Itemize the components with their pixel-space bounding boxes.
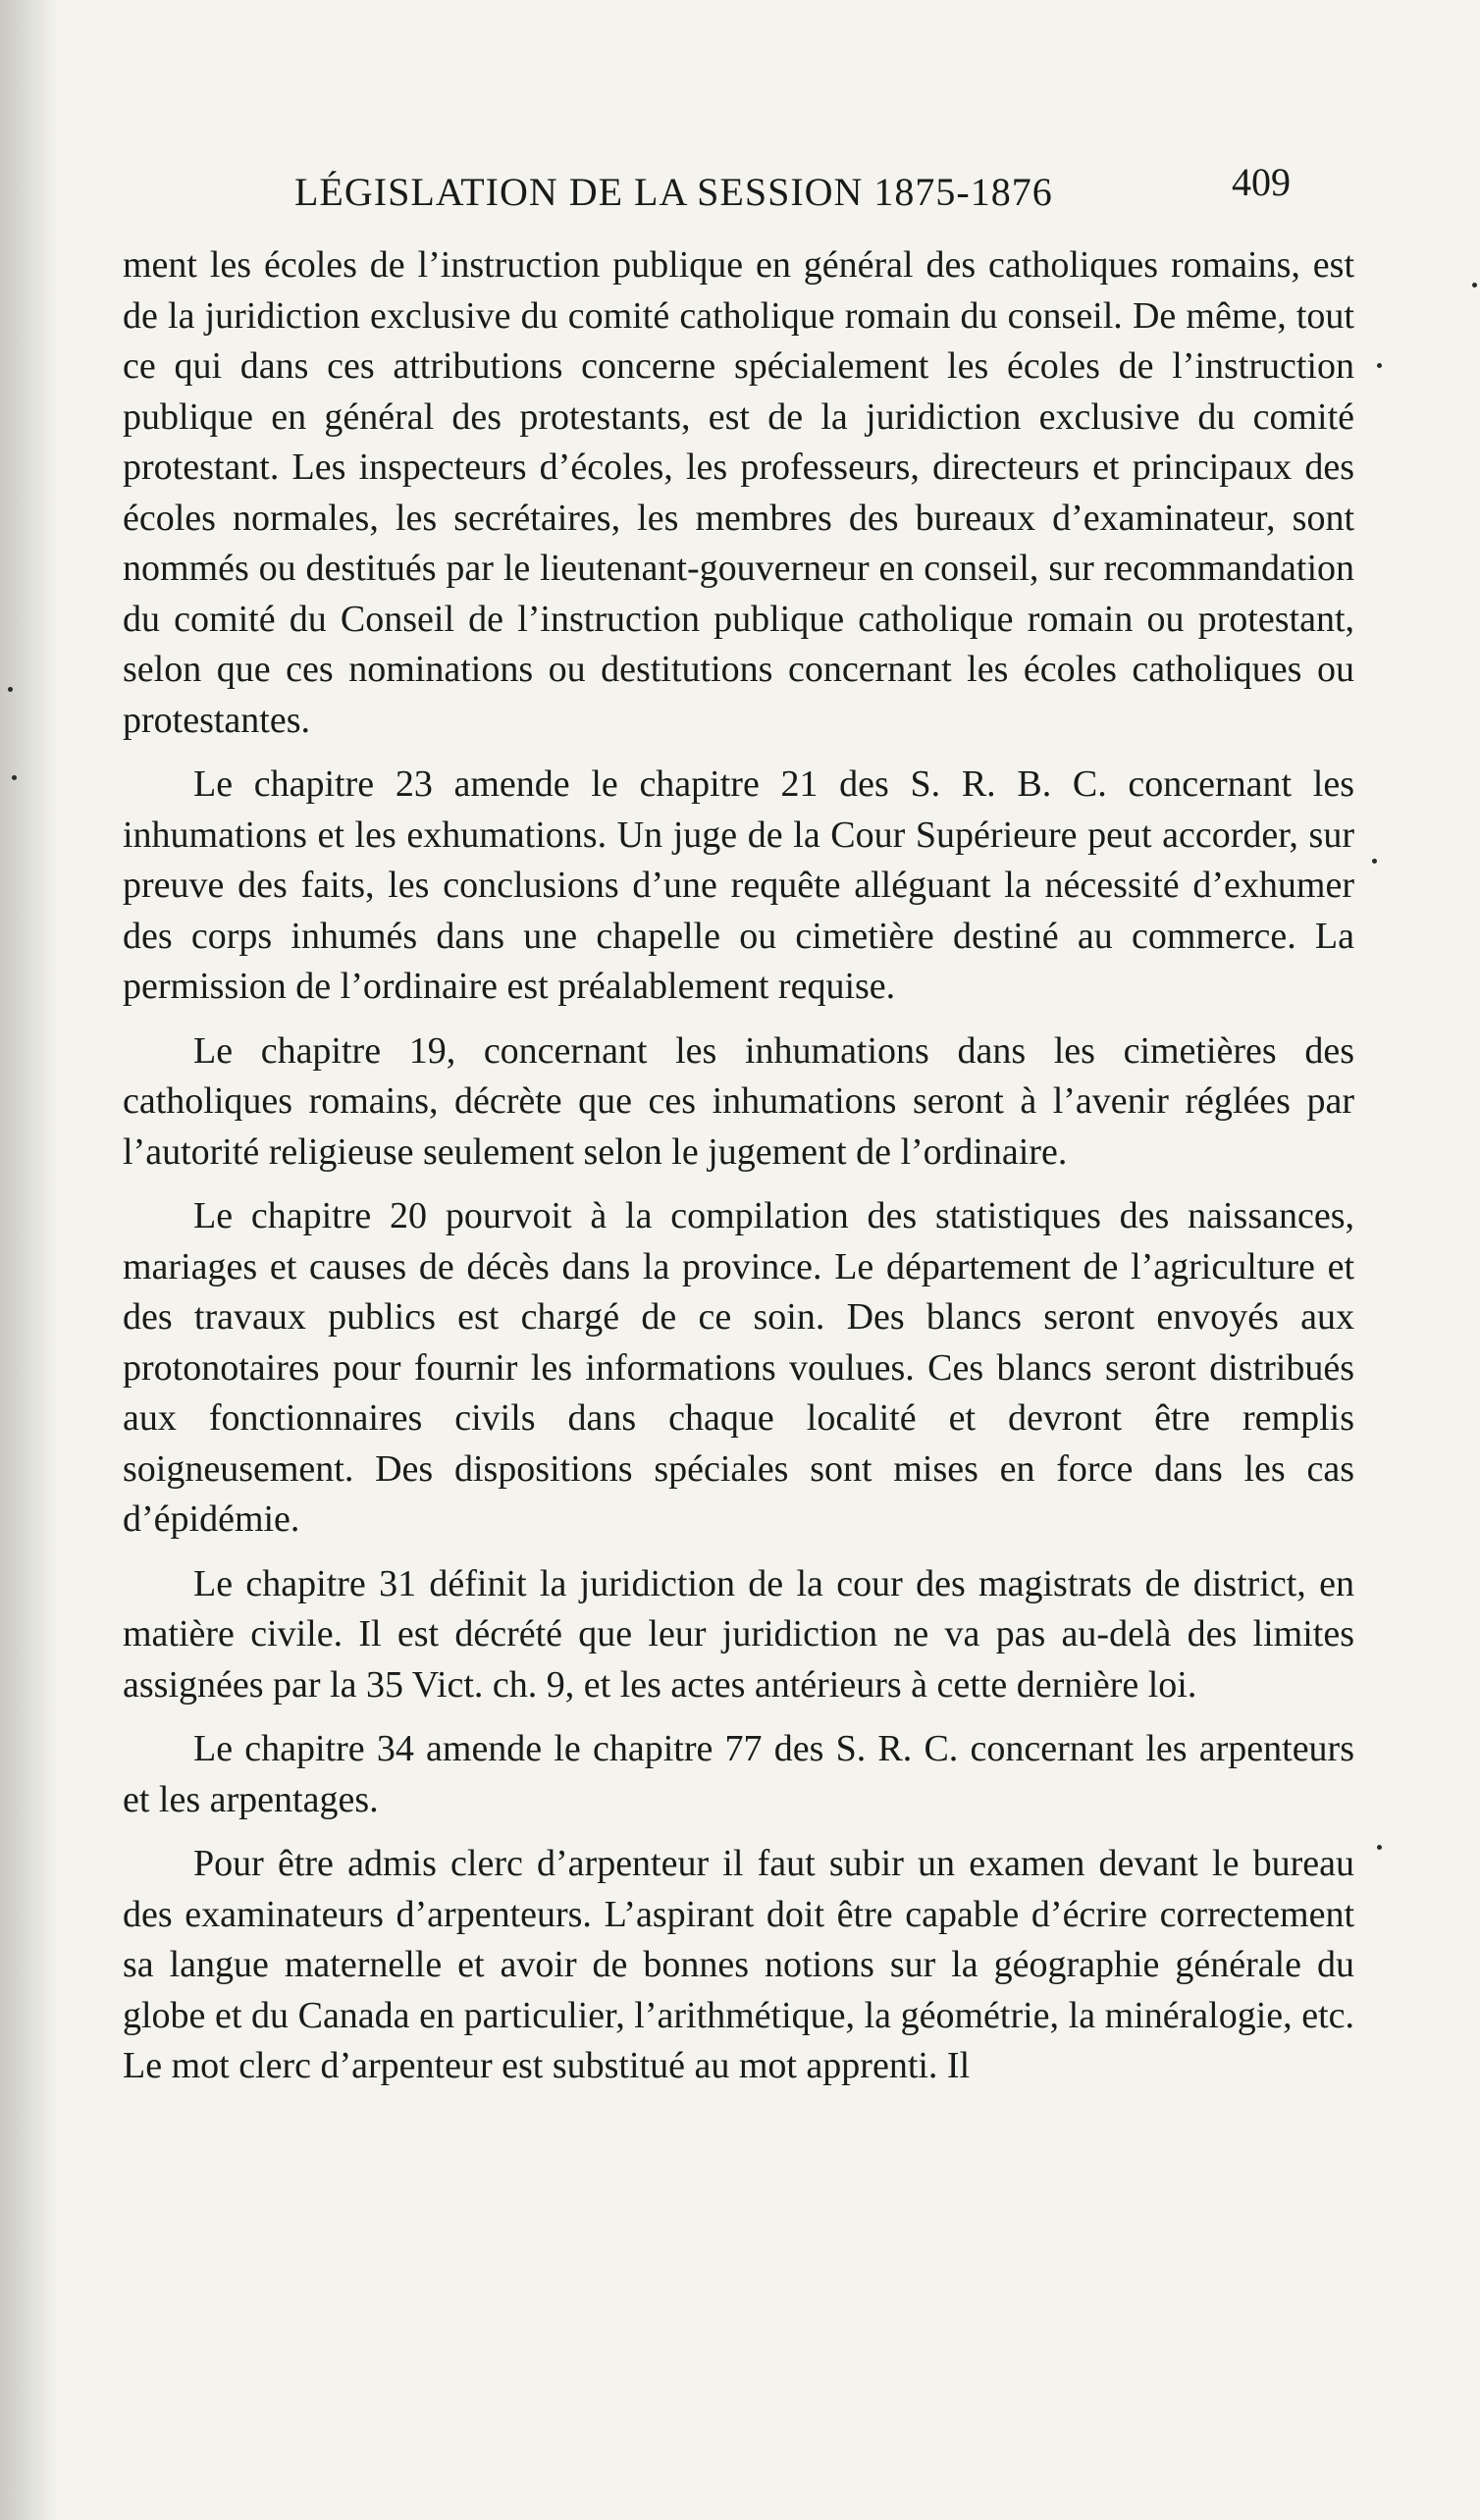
paragraph-clerc-arpenteur: Pour être admis clerc d’arpenteur il faut subir un examen devant le bureau des examinateurs d’arpenteurs. L’aspirant doit être capable d’écrire correctement sa langue maternelle et avoir de bonnes notions sur la géographie générale du globe et du Canada en particulier, l’arithmétique, la géométrie, la minéralogie, etc. Le mot clerc d’arpenteur est substitué au mot apprenti. Il [123,1843,1354,2086]
scan-speck [1472,283,1477,288]
scan-speck [1377,1845,1382,1850]
page-edge-shadow [0,0,59,2520]
paragraph-chapitre-19: Le chapitre 19, concernant les inhumations dans les cimetières des catholiques romains, décrète que ces inhumations seront à l’avenir réglées par l’autorité religieuse seulement selon le jugement de l’ordinaire. [123,1029,1354,1173]
running-title: LÉGISLATION DE LA SESSION 1875-1876 [294,170,1053,214]
scan-speck [12,775,17,780]
page-number: 409 [1232,160,1291,204]
paragraph-chapitre-34: Le chapitre 34 amende le chapitre 77 des S. R. C. concernant les arpenteurs et les arpentages. [123,1728,1354,1820]
paragraph-chapitre-31: Le chapitre 31 définit la juridiction de la cour des magistrats de district, en matière civile. Il est décrété que leur juridiction ne va pas au-delà des limites assignées par la 35 Vict. ch. 9, et les actes antérieurs à cette dernière loi. [123,1562,1354,1706]
paragraph-chapitre-20: Le chapitre 20 pourvoit à la compilation des statistiques des naissances, mariages et causes de décès dans la province. Le département de l’agriculture et des travaux publics est chargé de ce soin. Des blancs seront envoyés aux protonotaires pour fournir les informations voulues. Ces blancs seront distribués aux fonctionnaires civils dans chaque localité et devront être remplis soigneusement. Des dispositions spéciales sont mises en force dans les cas d’épidémie. [123,1195,1354,1540]
scan-speck [1377,363,1382,368]
paragraph-chapitre-23: Le chapitre 23 amende le chapitre 21 des S. R. B. C. concernant les inhumations et les exhumations. Un juge de la Cour Supérieure peut accorder, sur preuve des faits, les conclusions d’une requête alléguant la nécessité d’exhumer des corps inhumés dans une chapelle ou cimetière destiné au commerce. La permission de l’ordinaire est préalablement requise. [123,763,1354,1007]
scan-speck [1372,859,1377,864]
body-text [123,240,1354,2092]
scan-speck [8,687,13,692]
paragraph-continued: ment les écoles de l’instruction publique en général des catholiques romains, est de la juridiction exclusive du comité catholique romain du conseil. De même, tout ce qui dans ces attributions concerne spécialement les écoles de l’instruction publique en général des protestants, est de la juridiction exclusive du comité protestant. Les inspecteurs d’écoles, les professeurs, directeurs et principaux des écoles normales, les secrétaires, les membres des bureaux d’examinateur, sont nommés ou destitués par le lieutenant-gouverneur en conseil, sur recommandation du comité du Conseil de l’instruction publique catholique romain ou protestant, selon que ces nominations ou destitutions concernant les écoles catholiques ou protestantes. [123,244,1354,741]
